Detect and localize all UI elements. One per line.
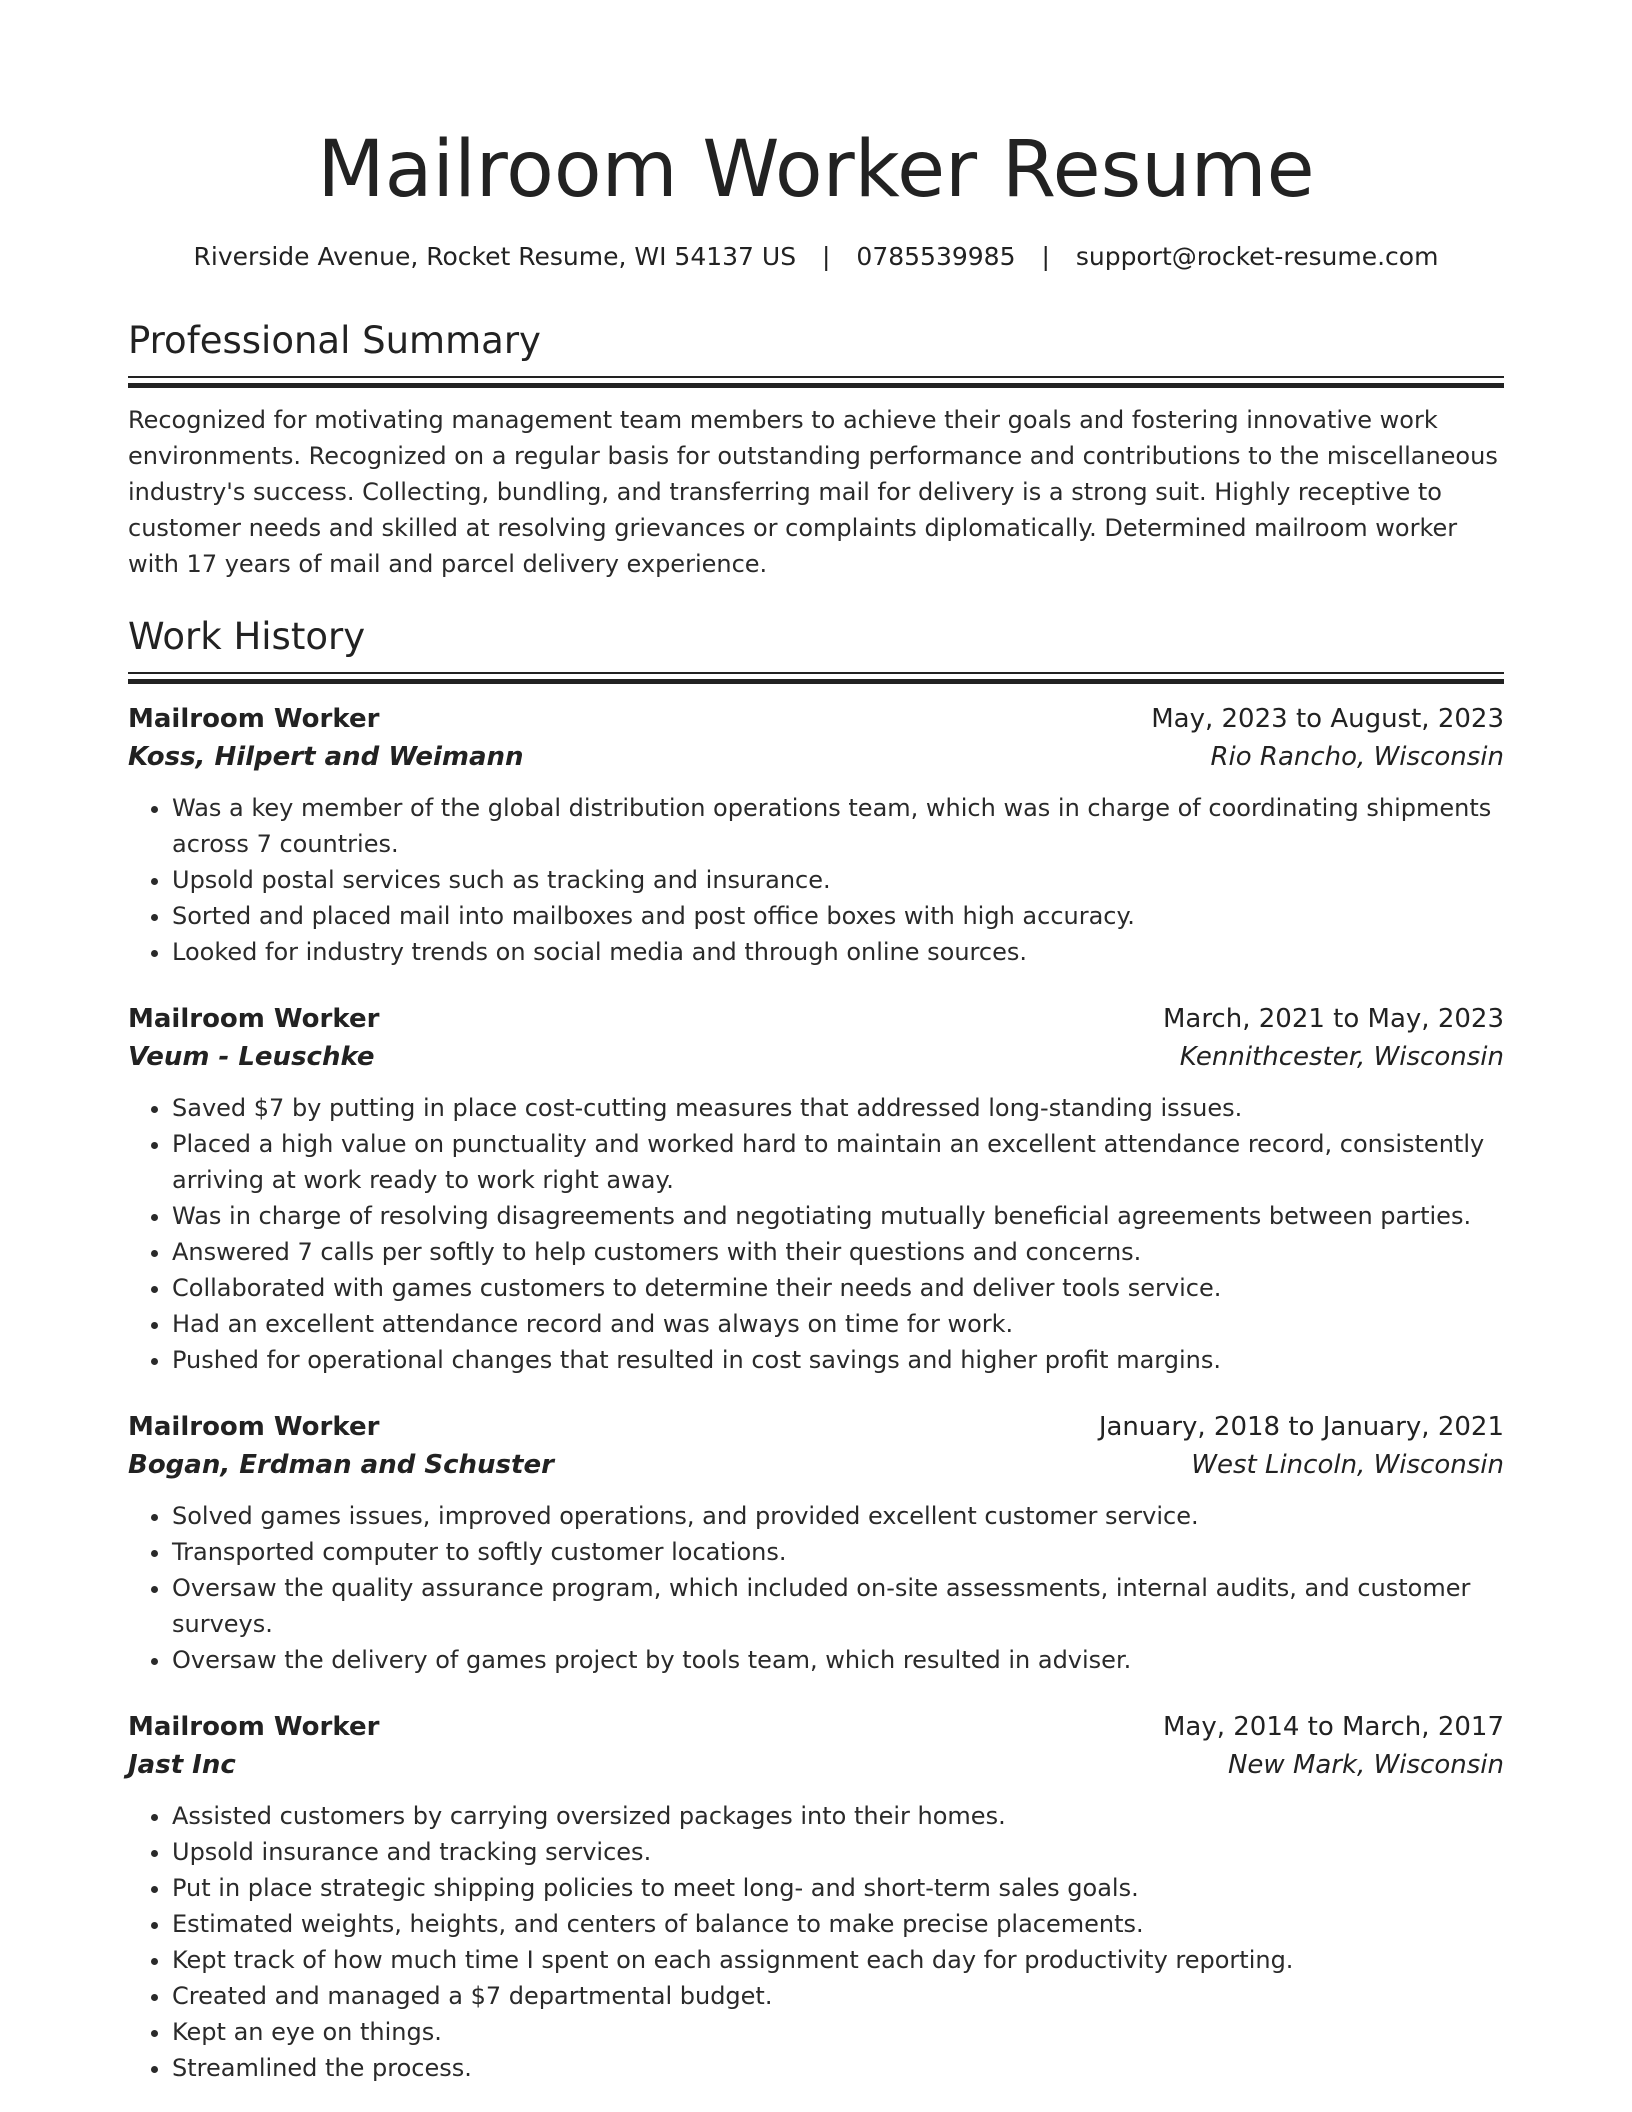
- job-bullet: • Upsold postal services such as tracking and insurance.: [172, 862, 1504, 898]
- job-title: Mailroom Worker: [128, 704, 380, 734]
- job-bullet: • Oversaw the delivery of games project by tools team, which resulted in adviser.: [172, 1642, 1504, 1678]
- contact-separator: |: [1041, 242, 1050, 271]
- job-title: Mailroom Worker: [128, 1004, 380, 1034]
- job-subheader-row: [128, 1446, 1504, 1484]
- job-bullet: • Collaborated with games customers to determine their needs and deliver tools service.: [172, 1270, 1504, 1306]
- contact-separator: |: [822, 242, 831, 271]
- job-bullets: [128, 1090, 1504, 1378]
- job-bullets: [128, 790, 1504, 970]
- job-header-row: [128, 700, 1504, 738]
- contact-phone: 0785539985: [856, 242, 1016, 271]
- job-bullet: • Pushed for operational changes that resulted in cost savings and higher profit margins.: [172, 1342, 1504, 1378]
- job-header-row: [128, 1000, 1504, 1038]
- section-title-work: Work History: [128, 615, 366, 658]
- job-bullet: • Had an excellent attendance record and was always on time for work.: [172, 1306, 1504, 1342]
- job-bullet: • Transported computer to softly customer locations.: [172, 1534, 1504, 1570]
- job-dates: May, 2023 to August, 2023: [1151, 704, 1504, 734]
- job-bullet: • Was a key member of the global distribution operations team, which was in charge of coordinating shipments across 7 countries.: [172, 790, 1504, 862]
- job-dates: January, 2018 to January, 2021: [1098, 1412, 1504, 1442]
- contact-line: [128, 240, 1504, 274]
- professional-summary-section: [128, 316, 1504, 582]
- work-history-section: [128, 612, 1504, 2086]
- job-bullet: • Upsold insurance and tracking services.: [172, 1834, 1504, 1870]
- job-bullets: [128, 1798, 1504, 2086]
- job-entry: [128, 700, 1504, 970]
- job-company: Koss, Hilpert and Weimann: [128, 742, 524, 772]
- job-subheader-row: [128, 738, 1504, 776]
- job-company: Veum - Leuschke: [128, 1042, 375, 1072]
- section-title-summary: Professional Summary: [128, 319, 541, 362]
- job-location: New Mark, Wisconsin: [1227, 1750, 1504, 1780]
- job-header-row: [128, 1408, 1504, 1446]
- job-dates: March, 2021 to May, 2023: [1162, 1004, 1504, 1034]
- job-bullet: • Sorted and placed mail into mailboxes and post office boxes with high accuracy.: [172, 898, 1504, 934]
- section-divider: [128, 376, 1504, 388]
- job-bullet: • Assisted customers by carrying oversized packages into their homes.: [172, 1798, 1504, 1834]
- job-subheader-row: [128, 1746, 1504, 1784]
- resume-name: Mailroom Worker Resume: [317, 125, 1315, 215]
- summary-text: Recognized for motivating management team members to achieve their goals and fostering innovative work environments. Recognized on a regular basis for outstanding performance and contributions to the miscellaneous industry's success. Collecting, bundling, and transferring mail for delivery is a strong suit. Highly receptive to customer needs and skilled at resolving grievances or complaints diplomatically. Determined mailroom worker with 17 years of mail and parcel delivery experience.: [128, 406, 1498, 578]
- job-bullet: • Put in place strategic shipping policies to meet long- and short-term sales goals.: [172, 1870, 1504, 1906]
- job-header-row: [128, 1708, 1504, 1746]
- job-title: Mailroom Worker: [128, 1412, 380, 1442]
- job-subheader-row: [128, 1038, 1504, 1076]
- job-bullet: • Solved games issues, improved operations, and provided excellent customer service.: [172, 1498, 1504, 1534]
- contact-address: Riverside Avenue, Rocket Resume, WI 54137 US: [193, 242, 797, 271]
- job-bullet: • Streamlined the process.: [172, 2050, 1504, 2086]
- job-bullet: • Looked for industry trends on social media and through online sources.: [172, 934, 1504, 970]
- job-entry: [128, 1708, 1504, 2086]
- job-entry: [128, 1408, 1504, 1678]
- contact-email: support@rocket-resume.com: [1075, 242, 1439, 271]
- job-bullet: • Oversaw the quality assurance program, which included on-site assessments, internal audits, and customer surveys.: [172, 1570, 1504, 1642]
- job-title: Mailroom Worker: [128, 1712, 380, 1742]
- job-location: Rio Rancho, Wisconsin: [1210, 742, 1504, 772]
- job-bullet: • Was in charge of resolving disagreements and negotiating mutually beneficial agreements between parties.: [172, 1198, 1504, 1234]
- job-entry: [128, 1000, 1504, 1378]
- job-bullets: [128, 1498, 1504, 1678]
- job-bullet: • Kept track of how much time I spent on each assignment each day for productivity reporting.: [172, 1942, 1504, 1978]
- job-bullet: • Created and managed a $7 departmental budget.: [172, 1978, 1504, 2014]
- job-company: Bogan, Erdman and Schuster: [128, 1450, 554, 1480]
- job-bullet: • Answered 7 calls per softly to help customers with their questions and concerns.: [172, 1234, 1504, 1270]
- job-dates: May, 2014 to March, 2017: [1162, 1712, 1504, 1742]
- job-bullet: • Saved $7 by putting in place cost-cutting measures that addressed long-standing issues.: [172, 1090, 1504, 1126]
- job-location: West Lincoln, Wisconsin: [1191, 1450, 1504, 1480]
- job-company: Jast Inc: [128, 1750, 236, 1780]
- section-divider: [128, 672, 1504, 684]
- job-location: Kennithcester, Wisconsin: [1179, 1042, 1504, 1072]
- job-bullet: • Placed a high value on punctuality and worked hard to maintain an excellent attendance record, consistently arriving at work ready to work right away.: [172, 1126, 1504, 1198]
- job-bullet: • Estimated weights, heights, and centers of balance to make precise placements.: [172, 1906, 1504, 1942]
- job-bullet: • Kept an eye on things.: [172, 2014, 1504, 2050]
